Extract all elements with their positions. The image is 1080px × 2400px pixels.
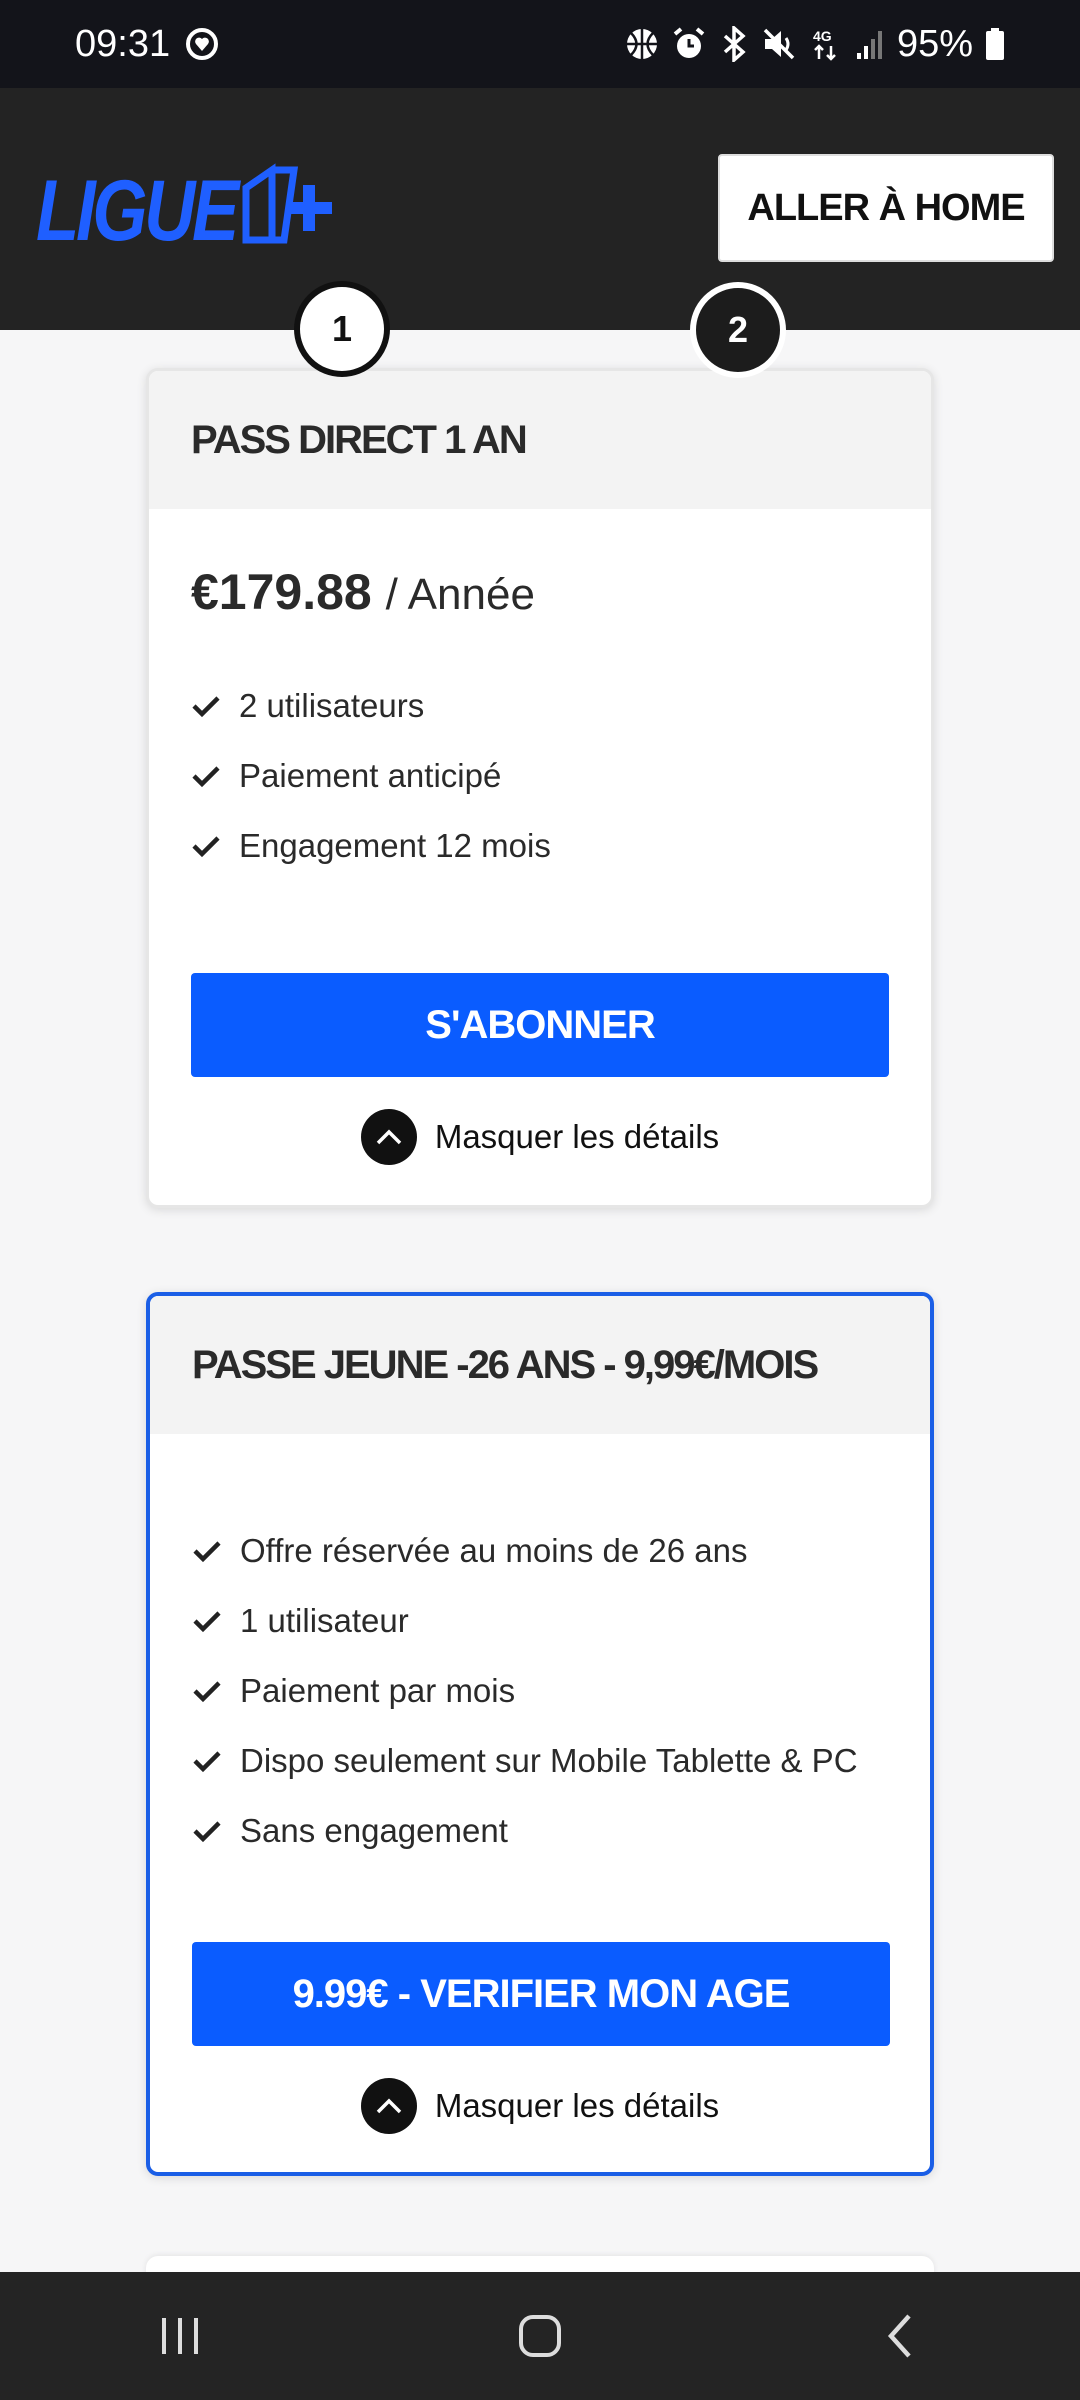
feature-item: Sans engagement — [192, 1796, 858, 1866]
go-home-button[interactable]: ALLER À HOME — [718, 154, 1054, 262]
check-icon — [191, 834, 221, 858]
mute-icon — [761, 26, 797, 62]
home-nav-button[interactable] — [480, 2296, 600, 2376]
check-icon — [192, 1749, 222, 1773]
basketball-icon — [625, 27, 659, 61]
check-icon — [191, 694, 221, 718]
check-icon — [192, 1819, 222, 1843]
feature-list — [191, 671, 551, 881]
notification-icon — [184, 26, 220, 62]
step-indicator-1: 1 — [294, 281, 390, 377]
svg-text:LIGUE: LIGUE — [36, 163, 242, 258]
feature-list — [192, 1516, 858, 1866]
feature-item: Offre réservée au moins de 26 ans — [192, 1516, 858, 1586]
price-amount: €179.88 — [191, 564, 372, 620]
back-button[interactable] — [840, 2296, 960, 2376]
check-icon — [192, 1539, 222, 1563]
svg-text:4G: 4G — [812, 28, 832, 44]
app-header — [0, 88, 1080, 330]
ligue1-logo[interactable] — [36, 158, 336, 258]
battery-percent: 95% — [896, 22, 973, 65]
toggle-label[interactable]: Masquer les détails — [434, 2087, 720, 2124]
verify-age-button[interactable]: 9.99€ - VERIFIER MON AGE — [192, 1942, 890, 2046]
plan-price — [191, 563, 535, 621]
feature-item: 1 utilisateur — [192, 1586, 858, 1656]
recents-icon[interactable] — [158, 2316, 202, 2356]
home-icon[interactable] — [518, 2314, 562, 2358]
check-icon — [192, 1609, 222, 1633]
plan-card-pass-direct — [146, 368, 934, 1208]
status-bar — [0, 0, 1080, 88]
feature-item: Paiement anticipé — [191, 741, 551, 811]
hide-details-toggle[interactable] — [149, 1109, 931, 1165]
plan-card-passe-jeune — [146, 1292, 934, 2176]
plan-title: PASSE JEUNE -26 ANS - 9,99€/MOIS — [150, 1296, 930, 1434]
chevron-up-icon[interactable] — [361, 1109, 417, 1165]
feature-item: 2 utilisateurs — [191, 671, 551, 741]
hide-details-toggle[interactable] — [150, 2078, 930, 2134]
system-nav-bar — [0, 2272, 1080, 2400]
battery-icon — [985, 27, 1005, 61]
feature-item: Engagement 12 mois — [191, 811, 551, 881]
plan-title: PASS DIRECT 1 AN — [149, 371, 931, 509]
subscribe-button[interactable]: S'ABONNER — [191, 973, 889, 1077]
bluetooth-icon — [719, 26, 749, 62]
toggle-label[interactable]: Masquer les détails — [434, 1118, 720, 1155]
alarm-icon — [671, 26, 707, 62]
price-period: / Année — [385, 570, 535, 619]
signal-icon — [855, 27, 885, 61]
chevron-up-icon[interactable] — [361, 2078, 417, 2134]
back-icon[interactable] — [885, 2312, 915, 2360]
recents-button[interactable] — [120, 2296, 240, 2376]
network-icon — [809, 26, 843, 62]
check-icon — [192, 1679, 222, 1703]
feature-item: Dispo seulement sur Mobile Tablette & PC — [192, 1726, 858, 1796]
step-indicator-2: 2 — [690, 282, 786, 378]
check-icon — [191, 764, 221, 788]
status-time: 09:31 — [75, 22, 171, 65]
feature-item: Paiement par mois — [192, 1656, 858, 1726]
